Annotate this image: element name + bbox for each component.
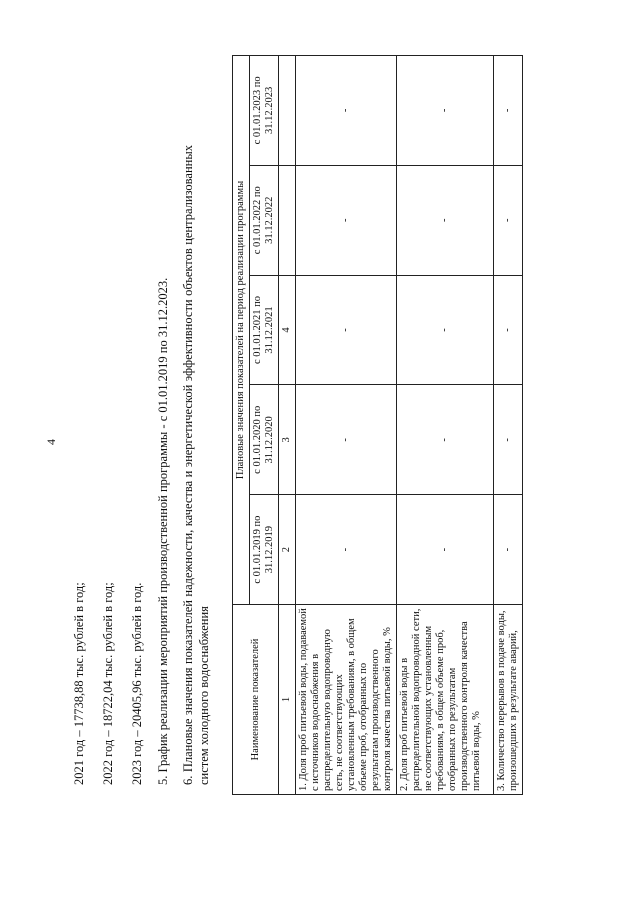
indicator-value: - bbox=[296, 385, 397, 495]
column-number: 1 bbox=[279, 605, 296, 795]
indicator-value: - bbox=[296, 56, 397, 166]
column-number-row bbox=[279, 56, 296, 795]
indicator-value: - bbox=[296, 165, 397, 275]
indicator-value: - bbox=[296, 495, 397, 605]
table-row bbox=[296, 56, 397, 795]
period-2019: с 01.01.2019 по 31.12.2019 bbox=[250, 495, 279, 605]
period-2022: с 01.01.2022 по 31.12.2022 bbox=[250, 165, 279, 275]
table-row bbox=[397, 56, 494, 795]
section-5-schedule: 5. График реализации мероприятий производственной программы - с 01.01.2019 по 31.12.2023. bbox=[156, 277, 170, 785]
plan-period-header: Плановые значения показателей на период реализации программы bbox=[233, 56, 250, 605]
indicators-table bbox=[232, 55, 523, 795]
column-number: 2 bbox=[279, 495, 296, 605]
indicator-value: - bbox=[397, 56, 494, 166]
period-2020: с 01.01.2020 по 31.12.2020 bbox=[250, 385, 279, 495]
indicator-value: - bbox=[397, 385, 494, 495]
period-2021: с 01.01.2021 по 31.12.2021 bbox=[250, 275, 279, 385]
table-row bbox=[494, 56, 523, 795]
budget-line-2022: 2022 год – 18722,04 тыс. рублей в год; bbox=[101, 582, 115, 785]
column-number bbox=[279, 165, 296, 275]
indicator-value: - bbox=[494, 56, 523, 166]
indicator-name-header: Наименование показателей bbox=[233, 605, 279, 795]
indicator-value: - bbox=[296, 275, 397, 385]
column-number: 4 bbox=[279, 275, 296, 385]
indicator-name: 3. Количество перерывов в подаче воды, произошедших в результате аварий, bbox=[494, 605, 523, 795]
section-6-heading: 6. Плановые значения показателей надежности, качества и энергетической эффективности объектов централизованных систем холодного водоснабжения bbox=[181, 145, 211, 785]
indicator-value: - bbox=[397, 495, 494, 605]
table-header-row bbox=[233, 56, 250, 795]
column-number bbox=[279, 56, 296, 166]
period-2023: с 01.01.2023 по 31.12.2023 bbox=[250, 56, 279, 166]
budget-line-2021: 2021 год – 17738,88 тыс. рублей в год; bbox=[72, 582, 86, 785]
indicator-value: - bbox=[494, 275, 523, 385]
indicator-name: 1. Доля проб питьевой воды, подаваемой с источников водоснабжения в распределительную водопроводную сеть, не соответствующих установленным требованиям, в общем объеме проб, отобранных по результатам производственного контроля качества питьевой воды, % bbox=[296, 605, 397, 795]
indicator-value: - bbox=[494, 165, 523, 275]
indicator-name: 2. Доля проб питьевой воды в распределительной водопроводной сети, не соответствующих установленным требованиям, в общем объеме проб, отобранных по результатам производственного контроля качества питьевой воды, % bbox=[397, 605, 494, 795]
column-number: 3 bbox=[279, 385, 296, 495]
indicator-value: - bbox=[494, 385, 523, 495]
indicator-value: - bbox=[397, 165, 494, 275]
indicator-value: - bbox=[494, 495, 523, 605]
indicator-value: - bbox=[397, 275, 494, 385]
page-number: 4 bbox=[44, 439, 58, 445]
budget-line-2023: 2023 год – 20405,96 тыс. рублей в год. bbox=[130, 582, 144, 785]
